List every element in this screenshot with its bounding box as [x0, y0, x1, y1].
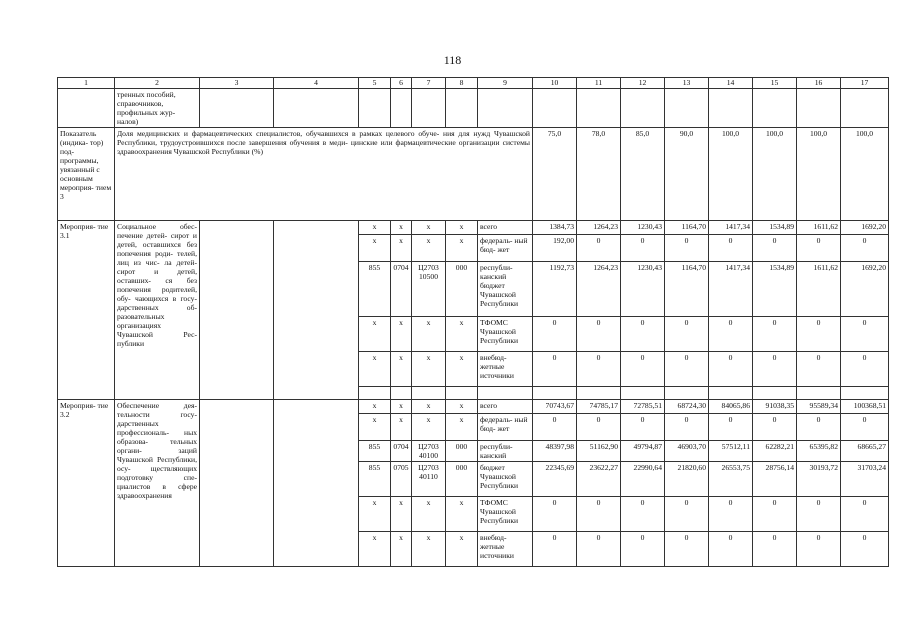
funding-value: 0	[797, 317, 841, 352]
funding-source	[478, 387, 533, 400]
funding-value: 0	[621, 235, 665, 262]
funding-value: 22345,69	[533, 462, 577, 497]
funding-value: 0	[621, 317, 665, 352]
funding-value: 22990,64	[621, 462, 665, 497]
budget-code-c5: x	[359, 414, 391, 441]
budget-code-c6: 0704	[391, 262, 412, 317]
budget-code-c8: x	[446, 532, 478, 567]
indicator-value: 78,0	[577, 128, 621, 221]
header-col-9: 9	[478, 78, 533, 89]
budget-code-c7: x	[412, 235, 446, 262]
header-col-10: 10	[533, 78, 577, 89]
program-measures-table	[57, 77, 889, 567]
indicator-value: 75,0	[533, 128, 577, 221]
measure-label: Мероприя- тие 3.1	[58, 221, 115, 400]
budget-code-c7: x	[412, 400, 446, 414]
funding-value: 21820,60	[665, 462, 709, 497]
budget-code-c5: x	[359, 235, 391, 262]
budget-code-c6: x	[391, 497, 412, 532]
measure-row	[58, 400, 889, 414]
funding-value: 1384,73	[533, 221, 577, 235]
funding-value: 0	[753, 414, 797, 441]
funding-source: бюджет Чувашской Республики	[478, 462, 533, 497]
funding-value: 28756,14	[753, 462, 797, 497]
header-col-13: 13	[665, 78, 709, 89]
funding-value	[841, 387, 889, 400]
funding-value: 0	[533, 497, 577, 532]
funding-value: 0	[753, 532, 797, 567]
funding-value: 0	[753, 352, 797, 387]
budget-code-c7: x	[412, 497, 446, 532]
funding-value: 1230,43	[621, 221, 665, 235]
budget-code-c6: x	[391, 414, 412, 441]
funding-value: 72785,51	[621, 400, 665, 414]
budget-code-c8: x	[446, 235, 478, 262]
budget-code-c7: x	[412, 414, 446, 441]
funding-source: всего	[478, 400, 533, 414]
funding-value: 0	[841, 235, 889, 262]
budget-code-c8: 000	[446, 441, 478, 462]
responsible-cell	[200, 221, 274, 400]
page-number: 118	[443, 53, 462, 67]
funding-value: 0	[665, 352, 709, 387]
budget-code-c8	[446, 387, 478, 400]
budget-code-c5: 855	[359, 441, 391, 462]
funding-value: 57512,11	[709, 441, 753, 462]
funding-value: 46903,70	[665, 441, 709, 462]
budget-code-c7: Ц2703 40110	[412, 462, 446, 497]
funding-value: 0	[709, 235, 753, 262]
funding-value: 1164,70	[665, 262, 709, 317]
budget-code-c8: 000	[446, 462, 478, 497]
funding-value: 1230,43	[621, 262, 665, 317]
funding-value: 0	[797, 532, 841, 567]
budget-code-c5: x	[359, 221, 391, 235]
budget-code-c5: x	[359, 352, 391, 387]
funding-value: 70743,67	[533, 400, 577, 414]
budget-code-c7: x	[412, 532, 446, 567]
funding-value	[577, 387, 621, 400]
funding-source: республи- канский бюджет Чувашской Республики	[478, 262, 533, 317]
header-col-16: 16	[797, 78, 841, 89]
funding-value: 48397,98	[533, 441, 577, 462]
indicator-value: 85,0	[621, 128, 665, 221]
budget-code-c5: 855	[359, 262, 391, 317]
funding-value: 0	[665, 235, 709, 262]
funding-value: 0	[709, 352, 753, 387]
budget-code-c6: x	[391, 235, 412, 262]
funding-value: 1264,23	[577, 262, 621, 317]
budget-code-c5: 855	[359, 462, 391, 497]
funding-value: 1417,34	[709, 262, 753, 317]
funding-value: 51162,90	[577, 441, 621, 462]
header-col-1: 1	[58, 78, 115, 89]
header-col-3: 3	[200, 78, 274, 89]
participants-cell	[274, 221, 359, 400]
funding-source: всего	[478, 221, 533, 235]
funding-value: 31703,24	[841, 462, 889, 497]
budget-code-c5	[359, 387, 391, 400]
indicator-value: 100,0	[709, 128, 753, 221]
budget-code-c8: x	[446, 497, 478, 532]
indicator-value: 100,0	[797, 128, 841, 221]
header-col-4: 4	[274, 78, 359, 89]
budget-code-c6	[391, 387, 412, 400]
funding-value: 0	[533, 317, 577, 352]
funding-value: 0	[577, 497, 621, 532]
funding-source: федераль- ный бюд- жет	[478, 235, 533, 262]
funding-value: 23622,27	[577, 462, 621, 497]
funding-value: 0	[665, 414, 709, 441]
budget-code-c6: x	[391, 532, 412, 567]
funding-value: 65395,82	[797, 441, 841, 462]
participants-cell	[274, 400, 359, 567]
funding-value: 0	[709, 532, 753, 567]
funding-source: федераль- ный бюд- жет	[478, 414, 533, 441]
funding-source: ТФОМС Чувашской Республики	[478, 497, 533, 532]
funding-value: 0	[797, 352, 841, 387]
funding-value: 1164,70	[665, 221, 709, 235]
measure-label: Мероприя- тие 3.2	[58, 400, 115, 567]
funding-value: 0	[841, 352, 889, 387]
funding-value: 0	[709, 414, 753, 441]
responsible-cell	[200, 400, 274, 567]
funding-value: 0	[709, 317, 753, 352]
funding-value: 68665,27	[841, 441, 889, 462]
funding-value: 1534,89	[753, 221, 797, 235]
funding-value: 0	[797, 497, 841, 532]
funding-value: 0	[841, 317, 889, 352]
budget-code-c6: x	[391, 221, 412, 235]
funding-value: 0	[709, 497, 753, 532]
funding-value: 62282,21	[753, 441, 797, 462]
budget-code-c8: x	[446, 414, 478, 441]
funding-value	[621, 387, 665, 400]
budget-code-c7: x	[412, 352, 446, 387]
funding-value: 192,00	[533, 235, 577, 262]
funding-value: 0	[577, 317, 621, 352]
header-col-5: 5	[359, 78, 391, 89]
funding-value: 0	[621, 497, 665, 532]
funding-value: 0	[577, 532, 621, 567]
funding-value: 1264,23	[577, 221, 621, 235]
budget-code-c8: 000	[446, 262, 478, 317]
funding-value: 26553,75	[709, 462, 753, 497]
funding-value	[797, 387, 841, 400]
indicator-value: 100,0	[841, 128, 889, 221]
indicator-value: 100,0	[753, 128, 797, 221]
header-col-6: 6	[391, 78, 412, 89]
funding-value: 0	[533, 414, 577, 441]
budget-code-c6: x	[391, 400, 412, 414]
budget-code-c5: x	[359, 532, 391, 567]
funding-value: 1192,73	[533, 262, 577, 317]
budget-code-c7: Ц2703 40100	[412, 441, 446, 462]
indicator-row	[58, 128, 889, 221]
funding-value: 1534,89	[753, 262, 797, 317]
funding-value: 91038,35	[753, 400, 797, 414]
funding-value: 0	[665, 532, 709, 567]
funding-value: 0	[753, 317, 797, 352]
header-col-7: 7	[412, 78, 446, 89]
funding-value: 0	[841, 414, 889, 441]
budget-code-c7: x	[412, 221, 446, 235]
header-col-14: 14	[709, 78, 753, 89]
budget-code-c5: x	[359, 497, 391, 532]
funding-value: 0	[665, 497, 709, 532]
funding-value: 0	[797, 414, 841, 441]
funding-value: 1611,62	[797, 221, 841, 235]
budget-code-c7	[412, 387, 446, 400]
funding-value: 0	[841, 532, 889, 567]
budget-code-c6: 0705	[391, 462, 412, 497]
header-col-12: 12	[621, 78, 665, 89]
continuation-text: тренных пособий, справочников, профильных жур- налов)	[115, 89, 200, 128]
funding-value	[533, 387, 577, 400]
indicator-label: Показатель (индика- тор) под- программы, увязанный с основным мероприя- тием 3	[58, 128, 115, 221]
funding-value: 0	[621, 532, 665, 567]
budget-code-c5: x	[359, 317, 391, 352]
funding-value	[753, 387, 797, 400]
funding-value: 74785,17	[577, 400, 621, 414]
funding-value: 0	[753, 497, 797, 532]
funding-value: 0	[665, 317, 709, 352]
header-col-2: 2	[115, 78, 200, 89]
funding-value: 1692,20	[841, 262, 889, 317]
budget-code-c8: x	[446, 352, 478, 387]
budget-code-c8: x	[446, 317, 478, 352]
funding-value: 100368,51	[841, 400, 889, 414]
funding-source: ТФОМС Чувашской Республики	[478, 317, 533, 352]
funding-value: 0	[577, 235, 621, 262]
funding-value	[665, 387, 709, 400]
measure-title: Обеспечение дея- тельности госу- дарственных профессиональ- ных образова- тельных органи- заций Чувашской Республики, осу- ществляющих подготовку спе- циалистов в сфере здравоохранения	[115, 400, 200, 567]
header-col-15: 15	[753, 78, 797, 89]
header-row	[58, 78, 889, 89]
budget-code-c6: x	[391, 317, 412, 352]
indicator-value: 90,0	[665, 128, 709, 221]
header-col-11: 11	[577, 78, 621, 89]
budget-code-c8: x	[446, 221, 478, 235]
continuation-row	[58, 89, 889, 128]
funding-value	[709, 387, 753, 400]
funding-value: 0	[753, 235, 797, 262]
funding-value: 0	[841, 497, 889, 532]
indicator-text: Доля медицинских и фармацевтических специалистов, обучавшихся в рамках целевого обуче- ния для нужд Чувашской Республики, трудоустроившихся после завершения обучения в меди- цинские или фармацевтические организации системы здравоохранения Чувашской Республики (%)	[115, 128, 533, 221]
funding-value: 0	[797, 235, 841, 262]
funding-source: республи- канский	[478, 441, 533, 462]
funding-value: 1417,34	[709, 221, 753, 235]
funding-value: 0	[577, 414, 621, 441]
funding-value: 0	[577, 352, 621, 387]
budget-code-c5: x	[359, 400, 391, 414]
funding-value: 95589,34	[797, 400, 841, 414]
funding-value: 1611,62	[797, 262, 841, 317]
header-col-17: 17	[841, 78, 889, 89]
funding-value: 68724,30	[665, 400, 709, 414]
funding-value: 30193,72	[797, 462, 841, 497]
funding-value: 0	[621, 352, 665, 387]
budget-code-c7: Ц2703 10500	[412, 262, 446, 317]
budget-code-c8: x	[446, 400, 478, 414]
budget-code-c6: 0704	[391, 441, 412, 462]
budget-code-c6: x	[391, 352, 412, 387]
funding-value: 1692,20	[841, 221, 889, 235]
measure-row	[58, 221, 889, 235]
measure-title: Социальное обес- печение детей- сирот и детей, оставшихся без попечения роди- телей, лиц из чис- ла детей-сирот и детей, оставших- ся без попечения родителей, обу- чающихся в госу- дарственных об- разовательных организациях Чувашской Рес- публики	[115, 221, 200, 400]
funding-value: 49794,87	[621, 441, 665, 462]
budget-code-c7: x	[412, 317, 446, 352]
funding-value: 84065,86	[709, 400, 753, 414]
header-col-8: 8	[446, 78, 478, 89]
funding-value: 0	[621, 414, 665, 441]
funding-value: 0	[533, 352, 577, 387]
funding-source: внебюд- жетные источники	[478, 532, 533, 567]
funding-value: 0	[533, 532, 577, 567]
funding-source: внебюд- жетные источники	[478, 352, 533, 387]
